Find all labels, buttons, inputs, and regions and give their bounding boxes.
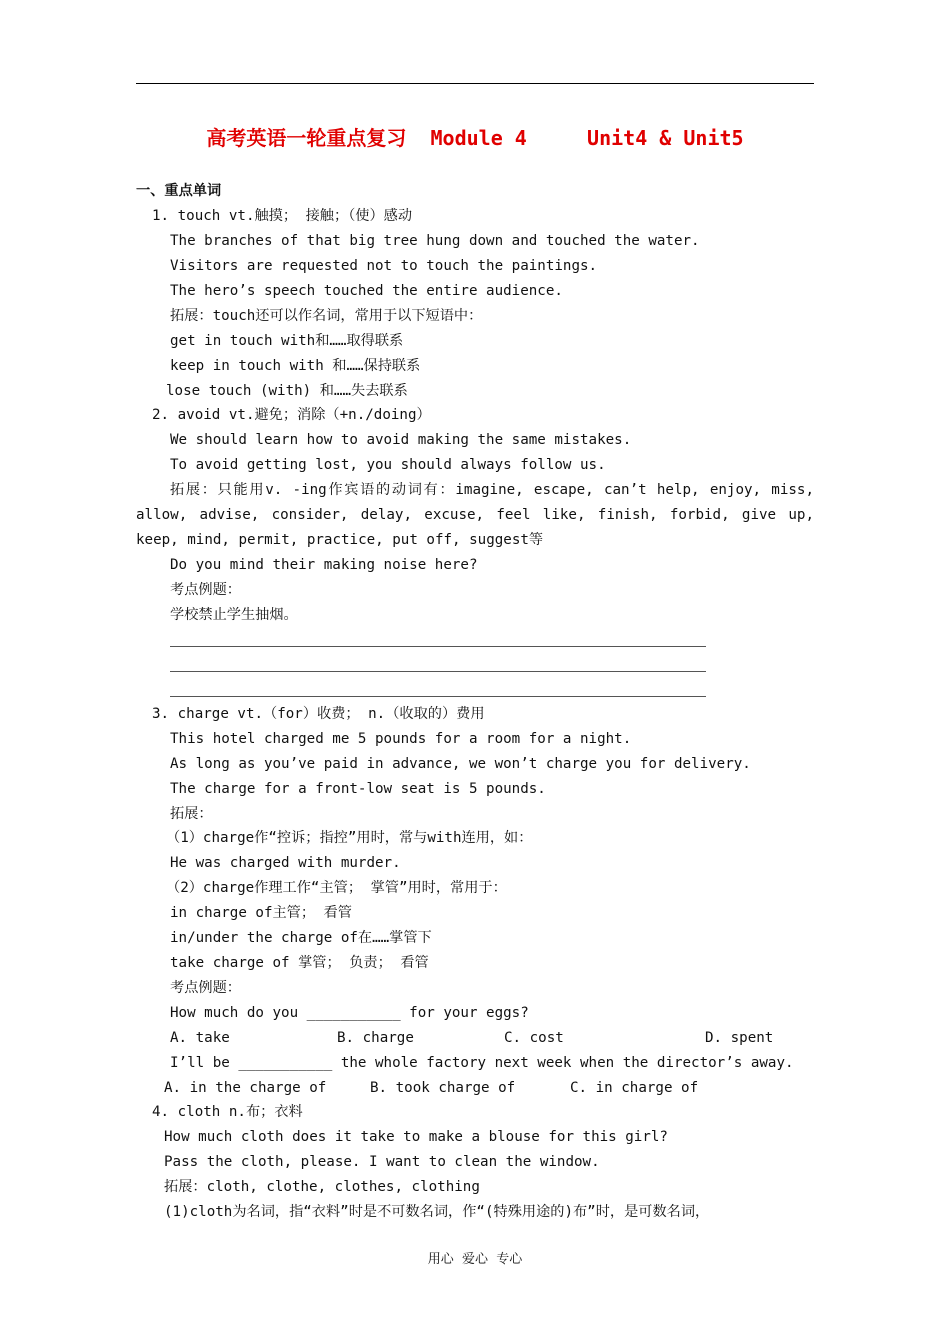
option: B. charge bbox=[337, 1030, 414, 1046]
expand-note: 拓展：只能用v. -ing作宾语的动词有：imagine, escape, can’t help, enjoy, miss, bbox=[170, 482, 814, 498]
page-footer: 用心 爱心 专心 bbox=[427, 1252, 523, 1267]
example-sentence: We should learn how to avoid making the same mistakes. bbox=[170, 432, 632, 448]
option: B. took charge of bbox=[370, 1080, 516, 1096]
phrase: in/under the charge of在……掌管下 bbox=[170, 930, 432, 946]
phrase: take charge of 掌管； 负责； 看管 bbox=[170, 955, 429, 971]
answer-line bbox=[170, 671, 706, 672]
exam-label: 考点例题： bbox=[170, 582, 241, 598]
item-3-head: 3. charge vt.（for）收费； n.（收取的）费用 bbox=[152, 706, 485, 722]
example-sentence: He was charged with murder. bbox=[170, 855, 401, 871]
example-sentence: The charge for a front-low seat is 5 pounds. bbox=[170, 781, 546, 797]
option: A. take bbox=[170, 1030, 230, 1046]
example-sentence: Visitors are requested not to touch the paintings. bbox=[170, 258, 598, 274]
exam-question: 学校禁止学生抽烟。 bbox=[170, 607, 298, 623]
option: A. in the charge of bbox=[164, 1080, 327, 1096]
option: D. spent bbox=[705, 1030, 774, 1046]
option: C. in charge of bbox=[570, 1080, 699, 1096]
expand-note: 拓展：cloth, clothe, clothes, clothing bbox=[164, 1179, 480, 1195]
expand-note: keep, mind, permit, practice, put off, suggest等 bbox=[136, 532, 544, 548]
example-sentence: How much cloth does it take to make a blouse for this girl? bbox=[164, 1129, 668, 1145]
example-sentence: The hero’s speech touched the entire audience. bbox=[170, 283, 563, 299]
section-heading: 一、重点单词 bbox=[136, 183, 222, 199]
phrase: lose touch (with) 和……失去联系 bbox=[166, 383, 408, 399]
expand-note: 拓展：touch还可以作名词，常用于以下短语中： bbox=[170, 308, 483, 324]
phrase: keep in touch with 和……保持联系 bbox=[170, 358, 421, 374]
example-sentence: This hotel charged me 5 pounds for a room for a night. bbox=[170, 731, 632, 747]
expand-note: allow, advise, consider, delay, excuse, feel like, finish, forbid, give up, bbox=[136, 507, 814, 523]
usage-note: (1)cloth为名词，指“衣料”时是不可数名词，作“(特殊用途的)布”时，是可数名词， bbox=[164, 1204, 710, 1220]
exam-label: 考点例题： bbox=[170, 980, 241, 996]
item-2-head: 2. avoid vt.避免；消除（+n./doing） bbox=[152, 407, 431, 423]
header-rule bbox=[136, 83, 814, 84]
example-sentence: Do you mind their making noise here? bbox=[170, 557, 478, 573]
exam-question: I’ll be ___________ the whole factory next week when the director’s away. bbox=[170, 1055, 794, 1071]
exam-question: How much do you ___________ for your eggs? bbox=[170, 1005, 529, 1021]
page-title: 高考英语一轮重点复习 Module 4 Unit4 & Unit5 bbox=[206, 126, 744, 150]
answer-line bbox=[170, 696, 706, 697]
option: C. cost bbox=[504, 1030, 564, 1046]
usage-note: （1）charge作“控诉；指控”用时，常与with连用，如： bbox=[166, 830, 533, 846]
item-1-head: 1. touch vt.触摸； 接触；（使）感动 bbox=[152, 208, 413, 224]
expand-note: 拓展： bbox=[170, 806, 213, 822]
usage-note: （2）charge作理工作“主管； 掌管”用时，常用于： bbox=[166, 880, 507, 896]
example-sentence: To avoid getting lost, you should always follow us. bbox=[170, 457, 606, 473]
example-sentence: Pass the cloth, please. I want to clean the window. bbox=[164, 1154, 600, 1170]
example-sentence: As long as you’ve paid in advance, we won’t charge you for delivery. bbox=[170, 756, 751, 772]
phrase: get in touch with和……取得联系 bbox=[170, 333, 404, 349]
phrase: in charge of主管； 看管 bbox=[170, 905, 352, 921]
item-4-head: 4. cloth n.布；衣料 bbox=[152, 1104, 303, 1120]
example-sentence: The branches of that big tree hung down and touched the water. bbox=[170, 233, 700, 249]
answer-line bbox=[170, 646, 706, 647]
